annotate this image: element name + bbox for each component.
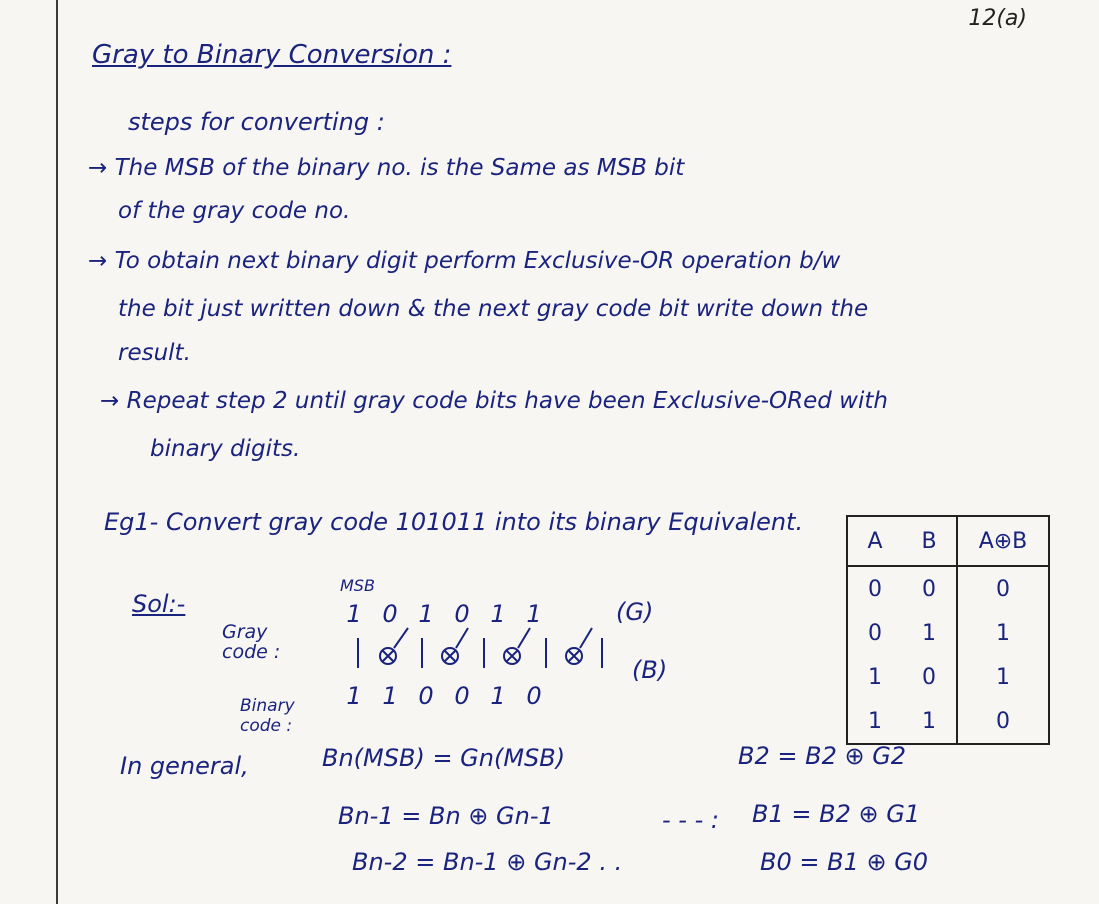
general-eq-b1: B1 = B2 ⊕ G1 [752,800,921,828]
cell: 0 [922,576,936,602]
general-eq-b0: B0 = B1 ⊕ G0 [760,848,929,876]
gray-bit: 0 [382,600,398,628]
step-2-line-2: the bit just written down & the next gray code bit write down the [118,296,869,322]
gray-bit: 1 [490,600,506,628]
cell: 0 [922,664,936,690]
step-3-line-1: → Repeat step 2 until gray code bits have been Exclusive-ORed with [100,388,888,414]
cell: 1 [957,655,1049,699]
general-dots: - - - : [662,806,719,834]
gray-bit: 0 [454,600,470,628]
binary-tag: (B) [632,656,668,684]
margin-line [56,0,58,904]
general-intro: In general, [120,752,249,780]
table-row [847,699,1049,744]
cell: 0 [957,566,1049,611]
example-prompt: Eg1- Convert gray code 101011 into its binary Equivalent. [104,508,804,536]
table-row [847,655,1049,699]
cell: 0 [868,576,882,602]
table-row [847,611,1049,655]
binary-bit: 0 [454,682,470,710]
step-1-line-2: of the gray code no. [118,198,351,224]
gray-bit: 1 [346,600,362,628]
general-eq-b2: B2 = B2 ⊕ G2 [738,742,907,770]
xor-arrows-diagram [350,608,620,678]
msb-label: MSB [340,576,375,595]
general-eq-2: Bn-1 = Bn ⊕ Gn-1 [338,802,554,830]
table-header-row [847,516,1049,566]
cell: 1 [957,611,1049,655]
binary-bit: 1 [490,682,506,710]
binary-bit: 0 [418,682,434,710]
binary-bit: 0 [526,682,542,710]
cell: 0 [957,699,1049,744]
binary-bits-row [336,682,552,710]
solution-label: Sol:- [132,590,186,618]
page-title: Gray to Binary Conversion : [92,40,452,70]
binary-bit: 1 [382,682,398,710]
binary-bit: 1 [346,682,362,710]
cell: 1 [922,708,936,734]
header-a-xor-b: A⊕B [957,516,1049,566]
cell: 1 [868,708,882,734]
cell: 0 [868,620,882,646]
header-a: A [847,516,902,566]
steps-heading: steps for converting : [128,108,385,136]
step-1-line-1: → The MSB of the binary no. is the Same as MSB bit [88,155,685,181]
step-3-line-2: binary digits. [150,436,301,462]
xor-truth-table [846,515,1050,745]
header-b: B [902,516,957,566]
binary-code-label: Binary code : [240,696,295,736]
page-number: 12(a) [968,6,1027,31]
gray-bit: 1 [418,600,434,628]
step-2-line-1: → To obtain next binary digit perform Exclusive-OR operation b/w [88,248,841,274]
gray-code-label: Gray code : [222,621,281,663]
gray-tag: (G) [616,598,654,626]
table-row [847,566,1049,611]
step-2-line-3: result. [118,340,191,366]
cell: 1 [922,620,936,646]
gray-bit: 1 [526,600,542,628]
cell: 1 [868,664,882,690]
general-eq-3: Bn-2 = Bn-1 ⊕ Gn-2 . . [352,848,623,876]
general-eq-1: Bn(MSB) = Gn(MSB) [322,744,566,772]
